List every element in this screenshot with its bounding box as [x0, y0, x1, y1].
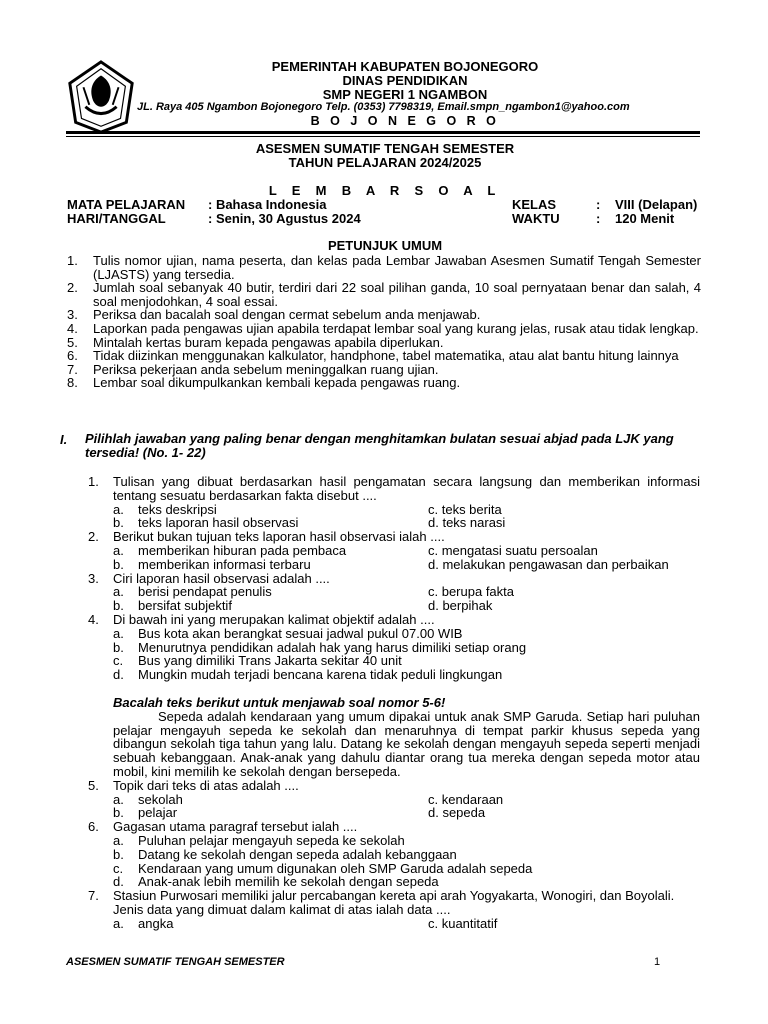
class-separator: : — [596, 197, 601, 212]
question-1-options — [88, 503, 700, 531]
section-number: I. — [60, 432, 68, 447]
option-a: a. teks deskripsi — [113, 501, 217, 517]
exam-title: ASESMEN SUMATIF TENGAH SEMESTER — [255, 141, 515, 156]
general-rules-title: PETUNJUK UMUM — [327, 238, 443, 253]
option-c: c. Bus yang dimiliki Trans Jakarta sekitar 40 unit — [113, 653, 402, 669]
question-6: 6. Gagasan utama paragraf tersebut ialah .... — [88, 819, 358, 835]
option-a: a. Puluhan pelajar mengayuh sepeda ke sekolah — [113, 832, 405, 848]
subject-value: : Bahasa Indonesia — [208, 197, 327, 212]
option-c: c. teks berita — [428, 501, 502, 517]
option-d: d. berpihak — [428, 598, 493, 614]
reading-instruction: Bacalah teks berikut untuk menjawab soal nomor 5-6! — [113, 694, 446, 710]
reading-passage: Sepeda adalah kendaraan yang umum dipakai untuk anak SMP Garuda. Setiap hari puluhan pelajar mengayuh sepeda ke sekolah dan menaruhnya di tempat parkir khusus sepeda yang dibangun sekolah tiga tahun yang lalu. Datang ke sekolah dengan mengayuh sepeda seperti menjadi sebuah kebanggaan. Anak-anak yang dahulu diantar orang tua mereka dengan sepeda motor atau mobil, kini memilih ke sekolah dengan bersepeda. — [113, 708, 700, 779]
question-4: 4. Di bawah ini yang merupakan kalimat objektif adalah .... — [88, 611, 435, 627]
header-agency: DINAS PENDIDIKAN — [342, 73, 468, 88]
rule-item: 6. Tidak diizinkan menggunakan kalkulator, handphone, tabel matematika, atau alat bantu hitung lainnya — [67, 348, 679, 364]
option-c: c. Kendaraan yang umum digunakan oleh SMP Garuda adalah sepeda — [113, 860, 533, 876]
header-government: PEMERINTAH KABUPATEN BOJONEGORO — [271, 59, 539, 74]
header-divider-thick — [66, 131, 700, 134]
question-2: 2. Berikut bukan tujuan teks laporan hasil observasi ialah .... — [88, 529, 445, 545]
header-school: SMP NEGERI 1 NGAMBON — [322, 87, 488, 102]
option-b: b. bersifat subjektif — [113, 598, 232, 614]
rule-item: 2. Jumlah soal sebanyak 40 butir, terdiri dari 22 soal pilihan ganda, 10 soal pernyataan benar dan salah, 4 soal menjodohkan, 4 soal essai. — [67, 280, 701, 309]
option-b: b. Menurutnya pendidikan adalah hak yang harus dimiliki setiap orang — [113, 639, 527, 655]
question-6-options — [88, 834, 700, 889]
option-b: b. teks laporan hasil observasi — [113, 515, 299, 531]
header-city: B O J O N E G O R O — [310, 114, 500, 128]
question-7-prompt: Jenis data yang dimuat dalam kalimat di atas ialah data .... — [113, 901, 451, 917]
question-4-options — [88, 627, 700, 682]
sheet-title: L E M B A R S O A L — [268, 183, 502, 198]
question-1: 1. Tulisan yang dibuat berdasarkan hasil pengamatan secara langsung dan memberikan informasi tentang sesuatu berdasarkan fakta disebut .... — [88, 474, 700, 503]
question-5-options — [88, 793, 700, 821]
option-d: d. Mungkin mudah terjadi bencana karena tidak peduli lingkungan — [113, 667, 503, 683]
rule-item: 8. Lembar soal dikumpulkankan kembali kepada pengawas ruang. — [67, 375, 461, 391]
time-label: WAKTU — [512, 211, 560, 226]
option-d: d. sepeda — [428, 805, 486, 821]
option-d: d. melakukan pengawasan dan perbaikan — [428, 556, 669, 572]
header-divider-thin — [66, 136, 700, 137]
page-number: 1 — [654, 956, 661, 968]
date-value: : Senin, 30 Agustus 2024 — [208, 211, 361, 226]
question-list — [88, 475, 700, 931]
option-b: b. memberikan informasi terbaru — [113, 556, 311, 572]
option-a: a. berisi pendapat penulis — [113, 584, 272, 600]
footer-title: ASESMEN SUMATIF TENGAH SEMESTER — [66, 956, 285, 968]
option-a: a. Bus kota akan berangkat sesuai jadwal pukul 07.00 WIB — [113, 625, 463, 641]
rule-item: 7. Periksa pekerjaan anda sebelum meninggalkan ruang ujian. — [67, 361, 439, 377]
option-a: a. angka — [113, 915, 174, 931]
option-b: b. Datang ke sekolah dengan sepeda adalah kebanggaan — [113, 846, 457, 862]
header-address: JL. Raya 405 Ngambon Bojonegoro Telp. (0353) 7798319, Email.smpn_ngambon1@yahoo.com — [137, 101, 630, 113]
option-c: c. mengatasi suatu persoalan — [428, 542, 598, 558]
question-2-options — [88, 544, 700, 572]
exam-year: TAHUN PELAJARAN 2024/2025 — [288, 155, 482, 170]
rule-item: 5. Mintalah kertas buram kepada pengawas apabila diperlukan. — [67, 334, 444, 350]
time-separator: : — [596, 211, 601, 226]
question-3-options — [88, 585, 700, 613]
question-5: 5. Topik dari teks di atas adalah .... — [88, 777, 299, 793]
section-instruction: Pilihlah jawaban yang paling benar dengan menghitamkan bulatan sesuai abjad pada LJK yang tersedia! (No. 1- 22) — [85, 431, 674, 460]
option-c: c. berupa fakta — [428, 584, 514, 600]
question-3: 3. Ciri laporan hasil observasi adalah .... — [88, 570, 330, 586]
option-c: c. kuantitatif — [428, 915, 498, 931]
question-7-options — [88, 917, 700, 931]
time-value: 120 Menit — [615, 211, 675, 226]
rule-item: 3. Periksa dan bacalah soal dengan cermat sebelum anda menjawab. — [67, 307, 481, 323]
option-a: a. sekolah — [113, 791, 183, 807]
class-label: KELAS — [512, 197, 557, 212]
general-rules-list — [67, 254, 701, 390]
rule-item: 1. Tulis nomor ujian, nama peserta, dan kelas pada Lembar Jawaban Asesmen Sumatif Tengah Semester (LJASTS) yang tersedia. — [67, 253, 701, 282]
option-c: c. kendaraan — [428, 791, 504, 807]
subject-label: MATA PELAJARAN — [67, 197, 186, 212]
option-d: d. Anak-anak lebih memilih ke sekolah dengan sepeda — [113, 874, 439, 890]
question-7: 7. Stasiun Purwosari memiliki jalur percabangan kereta api arah Yogyakarta, Wonogiri, dan Boyolali. — [88, 888, 675, 904]
rule-item: 4. Laporkan pada pengawas ujian apabila terdapat lembar soal yang kurang jelas, rusak atau tidak lengkap. — [67, 320, 699, 336]
option-b: b. pelajar — [113, 805, 178, 821]
option-d: d. teks narasi — [428, 515, 506, 531]
date-label: HARI/TANGGAL — [67, 211, 166, 226]
option-a: a. memberikan hiburan pada pembaca — [113, 542, 347, 558]
class-value: VIII (Delapan) — [615, 197, 698, 212]
